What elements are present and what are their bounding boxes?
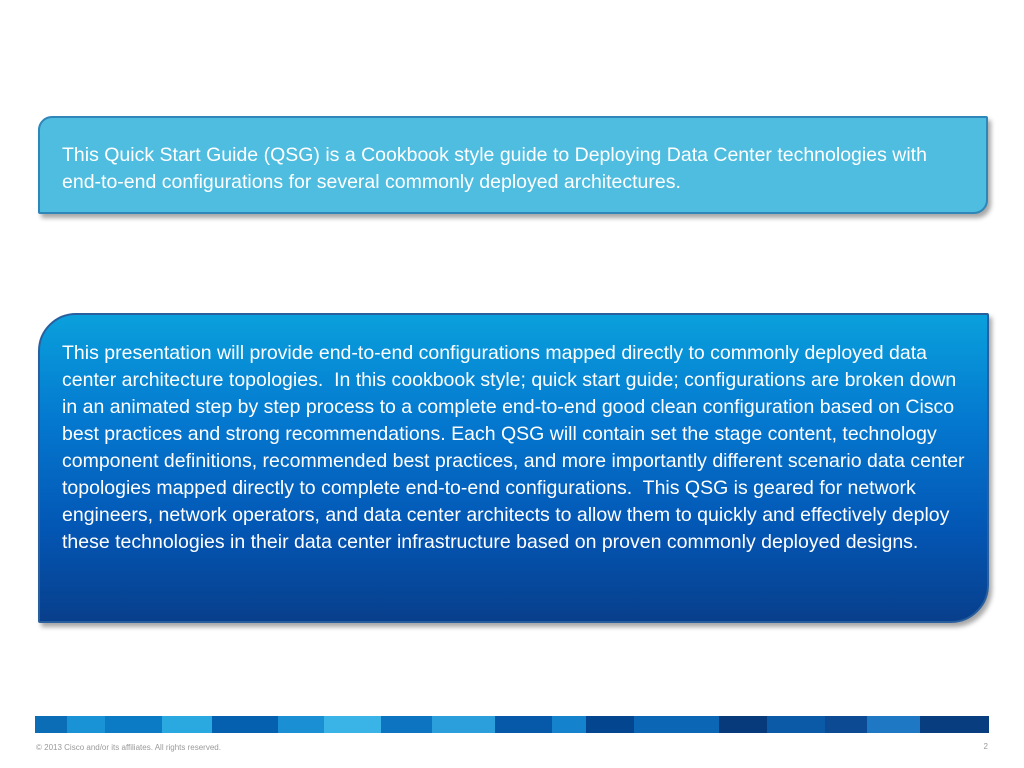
- footer-bar-segment: [586, 716, 634, 733]
- footer-color-bar: [35, 716, 989, 733]
- footer-bar-segment: [162, 716, 211, 733]
- footer-bar-segment: [67, 716, 105, 733]
- footer-bar-segment: [867, 716, 920, 733]
- footer-bar-segment: [495, 716, 552, 733]
- footer-bar-segment: [920, 716, 988, 733]
- footer-bar-segment: [719, 716, 767, 733]
- footer-bar-segment: [552, 716, 586, 733]
- page-number: 2: [983, 742, 988, 751]
- description-callout-text: This presentation will provide end-to-end configurations mapped directly to commonly deployed data center architecture topologies. In this cookbook style; quick start guide; configurations are broken down in an animated step by step process to a complete end-to-end good clean configuration based on Cisco best practices and strong recommendations. Each QSG will contain set the stage content, technology component definitions, recommended best practices, and more importantly different scenario data center topologies mapped directly to complete end-to-end configurations. This QSG is geared for network engineers, network operators, and data center architects to allow them to quickly and effectively deploy these technologies in their data center infrastructure based on proven commonly deployed designs.: [62, 342, 970, 553]
- footer-bar-segment: [381, 716, 432, 733]
- footer-bar-segment: [212, 716, 279, 733]
- intro-callout-box: [38, 116, 988, 214]
- copyright-text: © 2013 Cisco and/or its affiliates. All rights reserved.: [36, 743, 221, 752]
- footer-bar-segment: [35, 716, 67, 733]
- description-callout-box: [38, 313, 989, 623]
- footer-bar-segment: [278, 716, 324, 733]
- footer-bar-segment: [767, 716, 826, 733]
- footer-bar-segment: [105, 716, 162, 733]
- footer-bar-segment: [825, 716, 867, 733]
- footer-bar-segment: [432, 716, 495, 733]
- footer-bar-segment: [634, 716, 720, 733]
- intro-callout-text: This Quick Start Guide (QSG) is a Cookbook style guide to Deploying Data Center technologies with end-to-end configurations for several commonly deployed architectures.: [62, 144, 933, 193]
- footer-bar-segment: [324, 716, 381, 733]
